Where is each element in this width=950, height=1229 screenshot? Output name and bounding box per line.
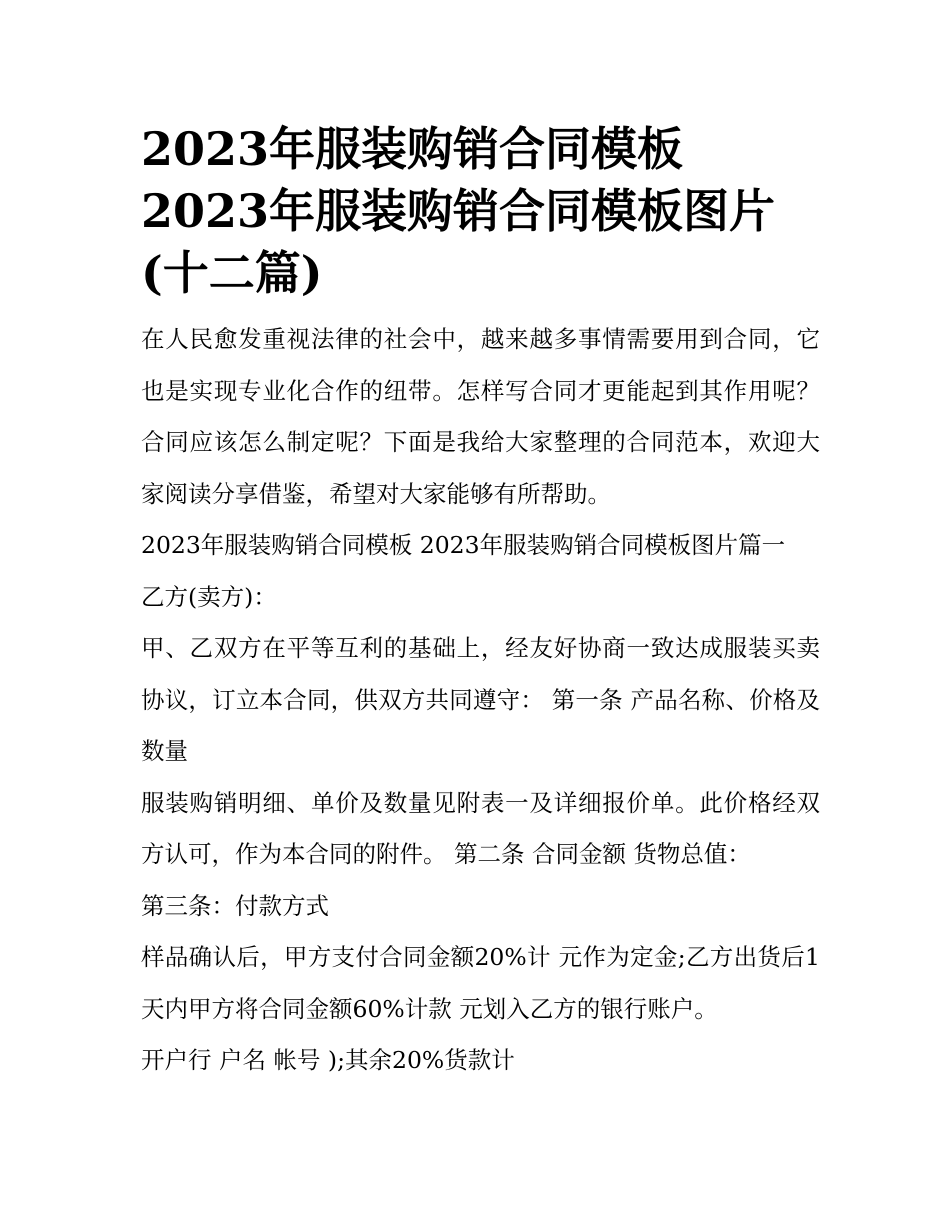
document-title (141, 118, 820, 304)
bank-paragraph: 开户行 户名 帐号 );其余20%货款计 (141, 1046, 515, 1074)
price-paragraph: 服装购销明细、单价及数量见附表一及详细报价单。此价格经双方认可，作为本合同的附件。 第二条 合同金额 货物总值： (141, 788, 820, 868)
title-line-3: (十二篇) (141, 246, 323, 300)
intro-paragraph: 在人民愈发重视法律的社会中，越来越多事情需要用到合同，它也是实现专业化合作的纽带。怎样写合同才更能起到其作用呢？合同应该怎么制定呢？下面是我给大家整理的合同范本，欢迎大家阅读分享借鉴，希望对大家能够有所帮助。 (141, 325, 820, 508)
payment-heading: 第三条：付款方式 (141, 891, 329, 920)
payment-paragraph: 样品确认后，甲方支付合同金额20%计 元作为定金;乙方出货后1天内甲方将合同金额60%计款 元划入乙方的银行账户。 (141, 943, 820, 1023)
party-b-line: 乙方(卖方)： (141, 582, 277, 611)
agreement-paragraph: 甲、乙双方在平等互利的基础上，经友好协商一致达成服装买卖协议，订立本合同，供双方共同遵守： 第一条 产品名称、价格及数量 (141, 634, 820, 765)
section-heading: 2023年服装购销合同模板 2023年服装购销合同模板图片篇一 (141, 531, 786, 559)
title-line-1: 2023年服装购销合同模板 (141, 122, 684, 176)
title-line-2: 2023年服装购销合同模板图片 (141, 184, 776, 238)
